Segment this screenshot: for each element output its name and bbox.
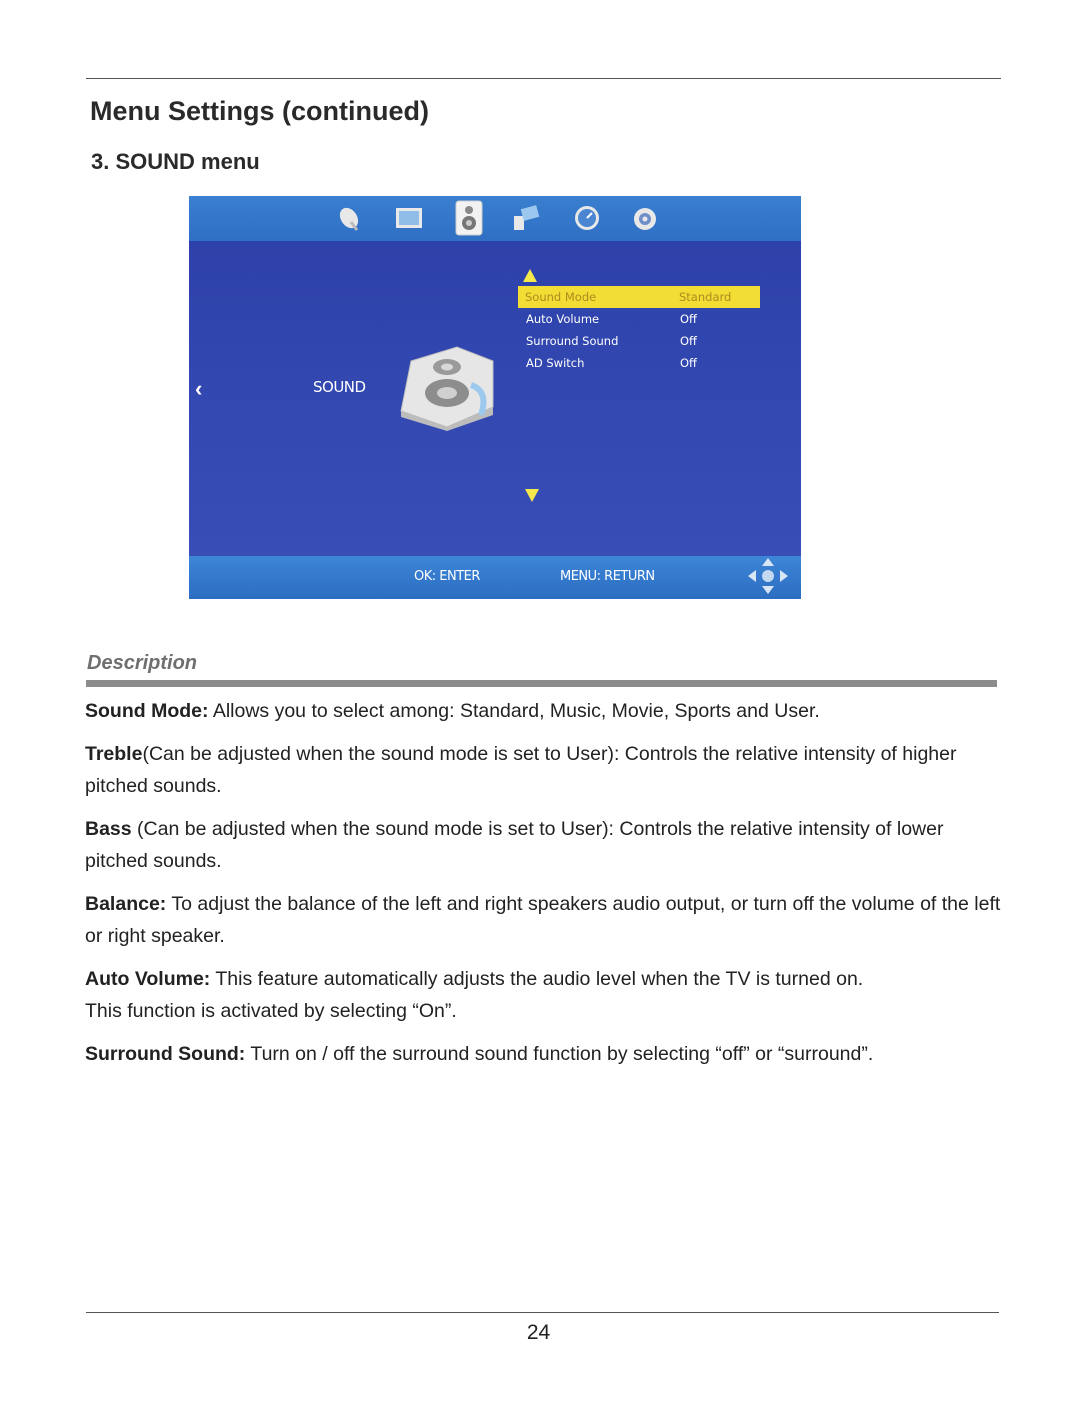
tv-menu-screenshot	[189, 196, 801, 599]
scroll-up-arrow-icon[interactable]	[523, 269, 537, 282]
menu-item-ad-switch[interactable]	[519, 352, 759, 374]
menu-return-hint: MENU: RETURN	[560, 569, 655, 584]
satellite-icon	[335, 202, 367, 234]
description-item-auto-volume	[85, 963, 1005, 1027]
description-divider	[86, 680, 997, 687]
menu-item-sound-mode[interactable]	[518, 286, 760, 308]
description-text: (Can be adjusted when the sound mode is set to User): Controls the relative intensity of higher pitched sounds.	[85, 743, 957, 797]
menu-item-value: Standard	[679, 290, 732, 304]
description-text: Turn on / off the surround sound function by selecting “off” or “surround”.	[245, 1043, 874, 1065]
menu-item-value: Off	[680, 312, 697, 326]
description-item-bass	[85, 813, 1005, 877]
menu-item-label: Sound Mode	[525, 290, 597, 304]
ok-enter-hint: OK: ENTER	[414, 569, 480, 584]
menu-item-value: Off	[680, 334, 697, 348]
description-term: Sound Mode:	[85, 700, 209, 722]
description-term: Treble	[85, 743, 143, 765]
tv-icon-bar	[189, 196, 801, 241]
description-text: To adjust the balance of the left and right speakers audio output, or turn off the volume of the left or right speaker.	[85, 893, 1001, 947]
picture-icon	[393, 202, 425, 234]
description-text: This feature automatically adjusts the audio level when the TV is turned on.	[210, 968, 864, 990]
description-item-balance	[85, 888, 1005, 952]
speaker-icon	[449, 198, 489, 238]
settings-icon	[629, 202, 661, 234]
menu-item-label: AD Switch	[526, 356, 585, 370]
description-item-sound-mode	[85, 695, 1005, 727]
top-rule	[86, 78, 1001, 79]
navigation-arrows-icon	[746, 556, 790, 596]
menu-item-value: Off	[680, 356, 697, 370]
description-text: This function is activated by selecting “On”.	[85, 1000, 457, 1022]
tv-page-label: SOUND	[313, 378, 366, 396]
menu-item-label: Surround Sound	[526, 334, 619, 348]
scroll-down-arrow-icon[interactable]	[525, 489, 539, 502]
description-term: Auto Volume:	[85, 968, 211, 990]
clock-icon	[571, 202, 603, 234]
section-title: 3. SOUND menu	[91, 149, 260, 174]
tv-hint-bar	[189, 556, 801, 599]
description-term: Balance:	[85, 893, 167, 915]
channel-icon	[510, 202, 542, 234]
page-number: 24	[526, 1321, 551, 1344]
menu-item-surround-sound[interactable]	[519, 330, 759, 352]
bottom-rule	[86, 1312, 999, 1313]
description-heading: Description	[87, 652, 198, 674]
menu-item-label: Auto Volume	[526, 312, 600, 326]
description-item-treble	[85, 738, 1005, 802]
description-text: (Can be adjusted when the sound mode is set to User): Controls the relative intensity of lower pitched sounds.	[85, 818, 944, 872]
sound-speaker-icon	[397, 341, 497, 431]
page-title: Menu Settings (continued)	[90, 96, 429, 126]
description-term: Bass	[85, 818, 132, 840]
back-arrow-icon[interactable]: ‹	[195, 376, 203, 401]
description-text: Allows you to select among: Standard, Music, Movie, Sports and User.	[208, 700, 820, 722]
description-term: Surround Sound:	[85, 1043, 246, 1065]
menu-item-auto-volume[interactable]	[519, 308, 759, 330]
description-item-surround-sound	[85, 1038, 1005, 1070]
